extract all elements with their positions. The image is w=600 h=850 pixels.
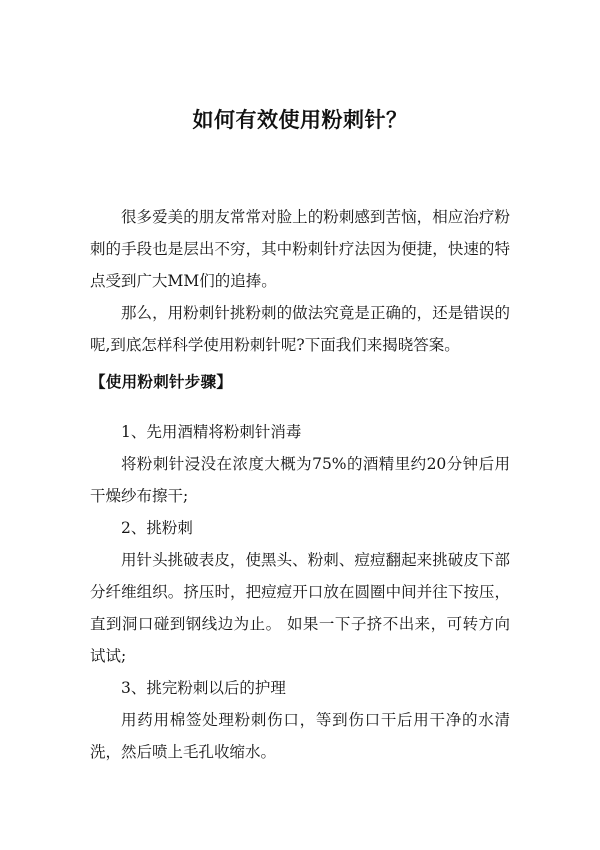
step-1-body: 将粉刺针浸没在浓度大概为75%的酒精里约20分钟后用干燥纱布擦干; <box>90 455 510 505</box>
step-3-heading: 3、挑完粉刺以后的护理 <box>121 679 286 697</box>
step-3-body: 用药用棉签处理粉刺伤口，等到伤口干后用干净的水清洗，然后喷上毛孔收缩水。 <box>90 711 510 761</box>
page-title: 如何有效使用粉刺针？ <box>192 108 408 132</box>
step-2-body: 用针头挑破表皮，使黑头、粉刺、痘痘翻起来挑破皮下部分纤维组织。挤压时，把痘痘开口放在圆圈中间并往下按压，直到洞口碰到钢线边为止。 如果一下子挤不出来，可转方向试试; <box>90 551 510 665</box>
intro-paragraph-2: 那么，用粉刺针挑粉刺的做法究竟是正确的，还是错误的呢,到底怎样科学使用粉刺针呢?下面我们来揭晓答案。 <box>90 304 510 354</box>
step-2-heading: 2、挑粉刺 <box>121 519 193 537</box>
intro-paragraph-1: 很多爱美的朋友常常对脸上的粉刺感到苦恼，相应治疗粉刺的手段也是层出不穷，其中粉刺针疗法因为便捷，快速的特点受到广大MM们的追捧。 <box>90 208 510 290</box>
step-1-heading: 1、先用酒精将粉刺针消毒 <box>121 423 302 441</box>
section-heading: 【使用粉刺针步骤】 <box>90 373 233 391</box>
